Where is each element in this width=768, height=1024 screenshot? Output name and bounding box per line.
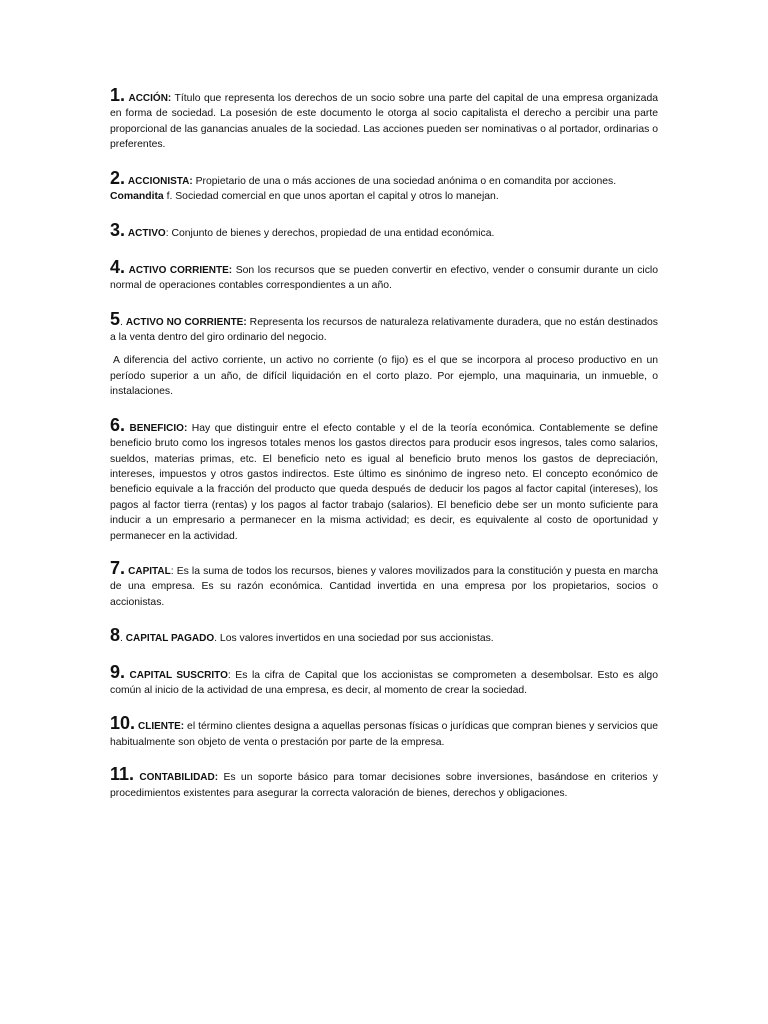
entry-number: 5 xyxy=(110,308,121,329)
glossary-page xyxy=(110,85,659,819)
subdefinition-term: Comandita xyxy=(110,191,164,203)
entry-definition: Son los recursos que se pueden convertir en efectivo, vender o consumir durante un ciclo normal de operaciones contables correspondientes a un año. xyxy=(110,264,659,292)
entry-paragraph: A diferencia del activo corriente, un activo no corriente (o fijo) es el que se incorpora al proceso productivo en un período superior a un año, de difícil liquidación en el corto plazo. Por ejemplo, una maquinaria, un inmueble, o instalaciones. xyxy=(110,355,658,398)
glossary-entry xyxy=(110,713,659,750)
entry-number: 4. xyxy=(110,256,126,277)
entry-separator: . xyxy=(120,316,126,328)
entry-definition: : Es la cifra de Capital que los accionistas se comprometen a desembolsar. Esto es algo común al inicio de la actividad de una empresa, es decir, al momento de crear la sociedad. xyxy=(110,669,658,696)
entry-number: 6. xyxy=(110,414,126,435)
entry-definition: Título que representa los derechos de un socio sobre una parte del capital de una empresa organizada en forma de sociedad. La posesión de este documento le otorga al socio capitalista el derecho a percibir una parte proporcional de las ganancias anuales de la sociedad. Las acciones pueden ser nominativas o al portador, ordinarias o preferentes. xyxy=(110,93,658,151)
entry-definition: Propietario de una o más acciones de una sociedad anónima o en comandita por acciones. xyxy=(192,175,617,187)
entry-number: 3. xyxy=(110,220,126,241)
glossary-entry xyxy=(110,85,658,153)
entry-term: CAPITAL SUSCRITO xyxy=(129,669,228,681)
entry-definition: Es un soporte básico para tomar decisiones sobre inversiones, basándose en criterios y procedimientos existentes para asegurar la correcta valoración de bienes, derechos y obligaciones. xyxy=(110,772,658,799)
glossary-entry xyxy=(110,661,658,699)
entry-term: ACTIVO CORRIENTE: xyxy=(128,264,233,276)
entry-definition: Hay que distinguir entre el efecto contable y el de la teoría económica. Contablemente se define beneficio bruto como los ingresos totales menos los gastos directos para producir esos ingresos, tales como salarios, sueldos, materias primas, etc. El beneficio neto es igual al beneficio bruto menos los gastos de depreciación, intereses, impuestos y otros gastos indirectos. Este último es sinónimo de ingreso neto. El concepto económico de beneficio equivale a la fracción del producto que queda después de deducir los pagos al factor capital (intereses), los pagos al factor tierra (rentas) y los pagos al factor trabajo (salarios). El beneficio debe ser un monto suficiente para inducir a un empresario a permanecer en la misma actividad; es decir, es equivalente al costo de oportunidad y permanecer en la actividad. xyxy=(110,422,658,542)
entry-term: CAPITAL PAGADO xyxy=(125,633,215,645)
entry-term: CAPITAL xyxy=(128,565,171,577)
entry-term: ACCIÓN: xyxy=(128,93,172,104)
glossary-entry xyxy=(110,256,659,294)
glossary-entry xyxy=(110,625,658,646)
entry-definition: : Es la suma de todos los recursos, bienes y valores movilizados para la constitución y puesta en marcha de una empresa. Es su razón económica. Cantidad invertida en una empresa por los propietarios, socios o accionistas. xyxy=(110,565,659,608)
subdefinition-text: f. Sociedad comercial en que unos aportan el capital y otros lo manejan. xyxy=(163,191,499,203)
entry-separator: . xyxy=(120,633,126,645)
entry-number: 11. xyxy=(110,764,135,785)
entry-number: 1. xyxy=(110,85,126,105)
entry-number: 8 xyxy=(110,625,121,646)
glossary-entry xyxy=(110,167,658,205)
entry-definition: : Conjunto de bienes y derechos, propiedad de una entidad económica. xyxy=(165,228,495,240)
entry-term: ACTIVO xyxy=(127,228,166,240)
glossary-entry xyxy=(110,764,658,801)
entry-term: BENEFICIO: xyxy=(129,422,188,434)
glossary-entry xyxy=(110,220,658,241)
entry-term: ACCIONISTA: xyxy=(127,175,193,187)
entry-term: ACTIVO NO CORRIENTE: xyxy=(125,316,247,328)
entry-number: 9. xyxy=(110,661,126,682)
glossary-entry xyxy=(110,557,659,610)
entry-definition: . Los valores invertidos en una sociedad por sus accionistas. xyxy=(214,633,494,645)
glossary-entry xyxy=(110,308,658,346)
entry-number: 10. xyxy=(110,713,136,734)
entry-number: 7. xyxy=(110,557,126,578)
entry-term: CONTABILIDAD: xyxy=(139,772,219,784)
entry-term: CLIENTE: xyxy=(137,721,185,733)
entry-number: 2. xyxy=(110,167,126,188)
entry-definition: Representa los recursos de naturaleza relativamente duradera, que no están destinados a la venta dentro del giro ordinario del negocio. xyxy=(110,316,658,344)
entry-definition: el término clientes designa a aquellas personas físicas o jurídicas que compran bienes y servicios que habitualmente son objeto de venta o prestación por parte de la empresa. xyxy=(110,721,659,748)
glossary-entry xyxy=(110,414,658,544)
entry-subdefinition xyxy=(110,189,658,204)
